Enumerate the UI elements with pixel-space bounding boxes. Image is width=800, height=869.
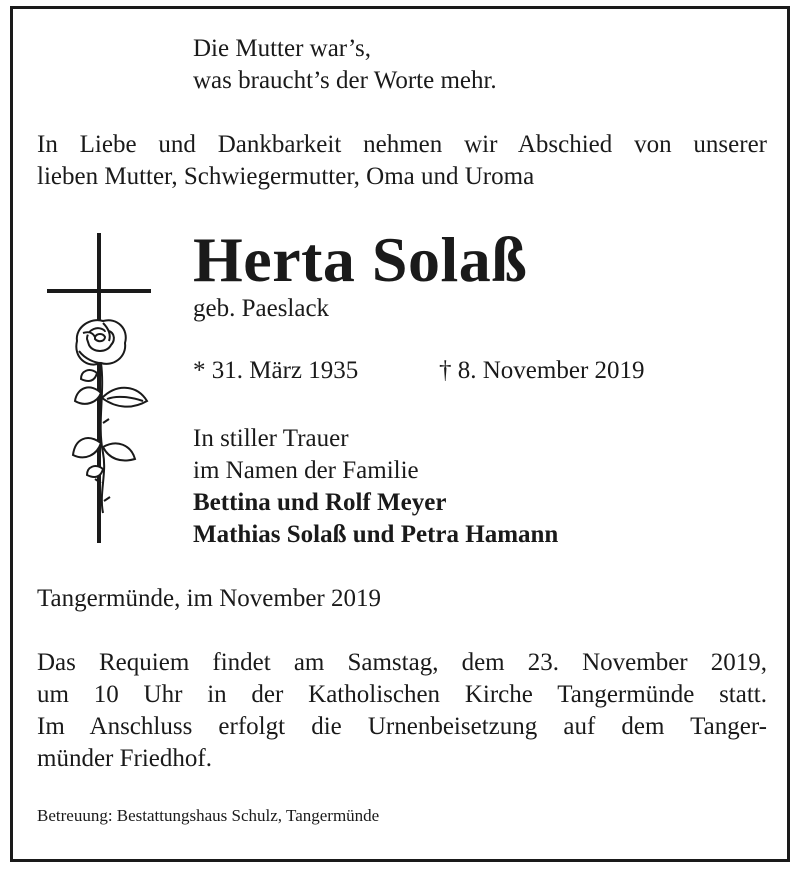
place-and-date: Tangermünde, im November 2019 — [37, 585, 381, 612]
birth-date: * 31. März 1935 — [193, 357, 359, 384]
mourners-line-1: In stiller Trauer — [193, 425, 349, 452]
family-name-2: Mathias Solaß und Petra Hamann — [193, 521, 559, 548]
motto-line-1: Die Mutter war’s, — [193, 35, 371, 62]
requiem-line-1: Das Requiem findet am Samstag, dem 23. November 2019, — [37, 649, 767, 676]
intro-line-2: lieben Mutter, Schwiegermutter, Oma und Uroma — [37, 163, 535, 190]
motto-line-2: was braucht’s der Worte mehr. — [193, 67, 497, 94]
intro-line-1: In Liebe und Dankbarkeit nehmen wir Abschied von unserer — [37, 131, 767, 158]
cross-with-rose-icon — [47, 233, 151, 549]
requiem-line-2: um 10 Uhr in der Katholischen Kirche Tangermünde statt. — [37, 681, 767, 708]
family-name-1: Bettina und Rolf Meyer — [193, 489, 447, 516]
obituary-notice — [10, 6, 790, 862]
undertaker-credit: Betreuung: Bestattungshaus Schulz, Tangermünde — [37, 806, 380, 825]
deceased-name: Herta Solaß — [193, 224, 528, 295]
maiden-name: geb. Paeslack — [193, 295, 330, 322]
mourners-line-2: im Namen der Familie — [193, 457, 419, 484]
requiem-line-4: münder Friedhof. — [37, 745, 212, 772]
requiem-line-3: Im Anschluss erfolgt die Urnenbeisetzung auf dem Tanger- — [37, 713, 767, 740]
death-date: † 8. November 2019 — [439, 357, 645, 384]
